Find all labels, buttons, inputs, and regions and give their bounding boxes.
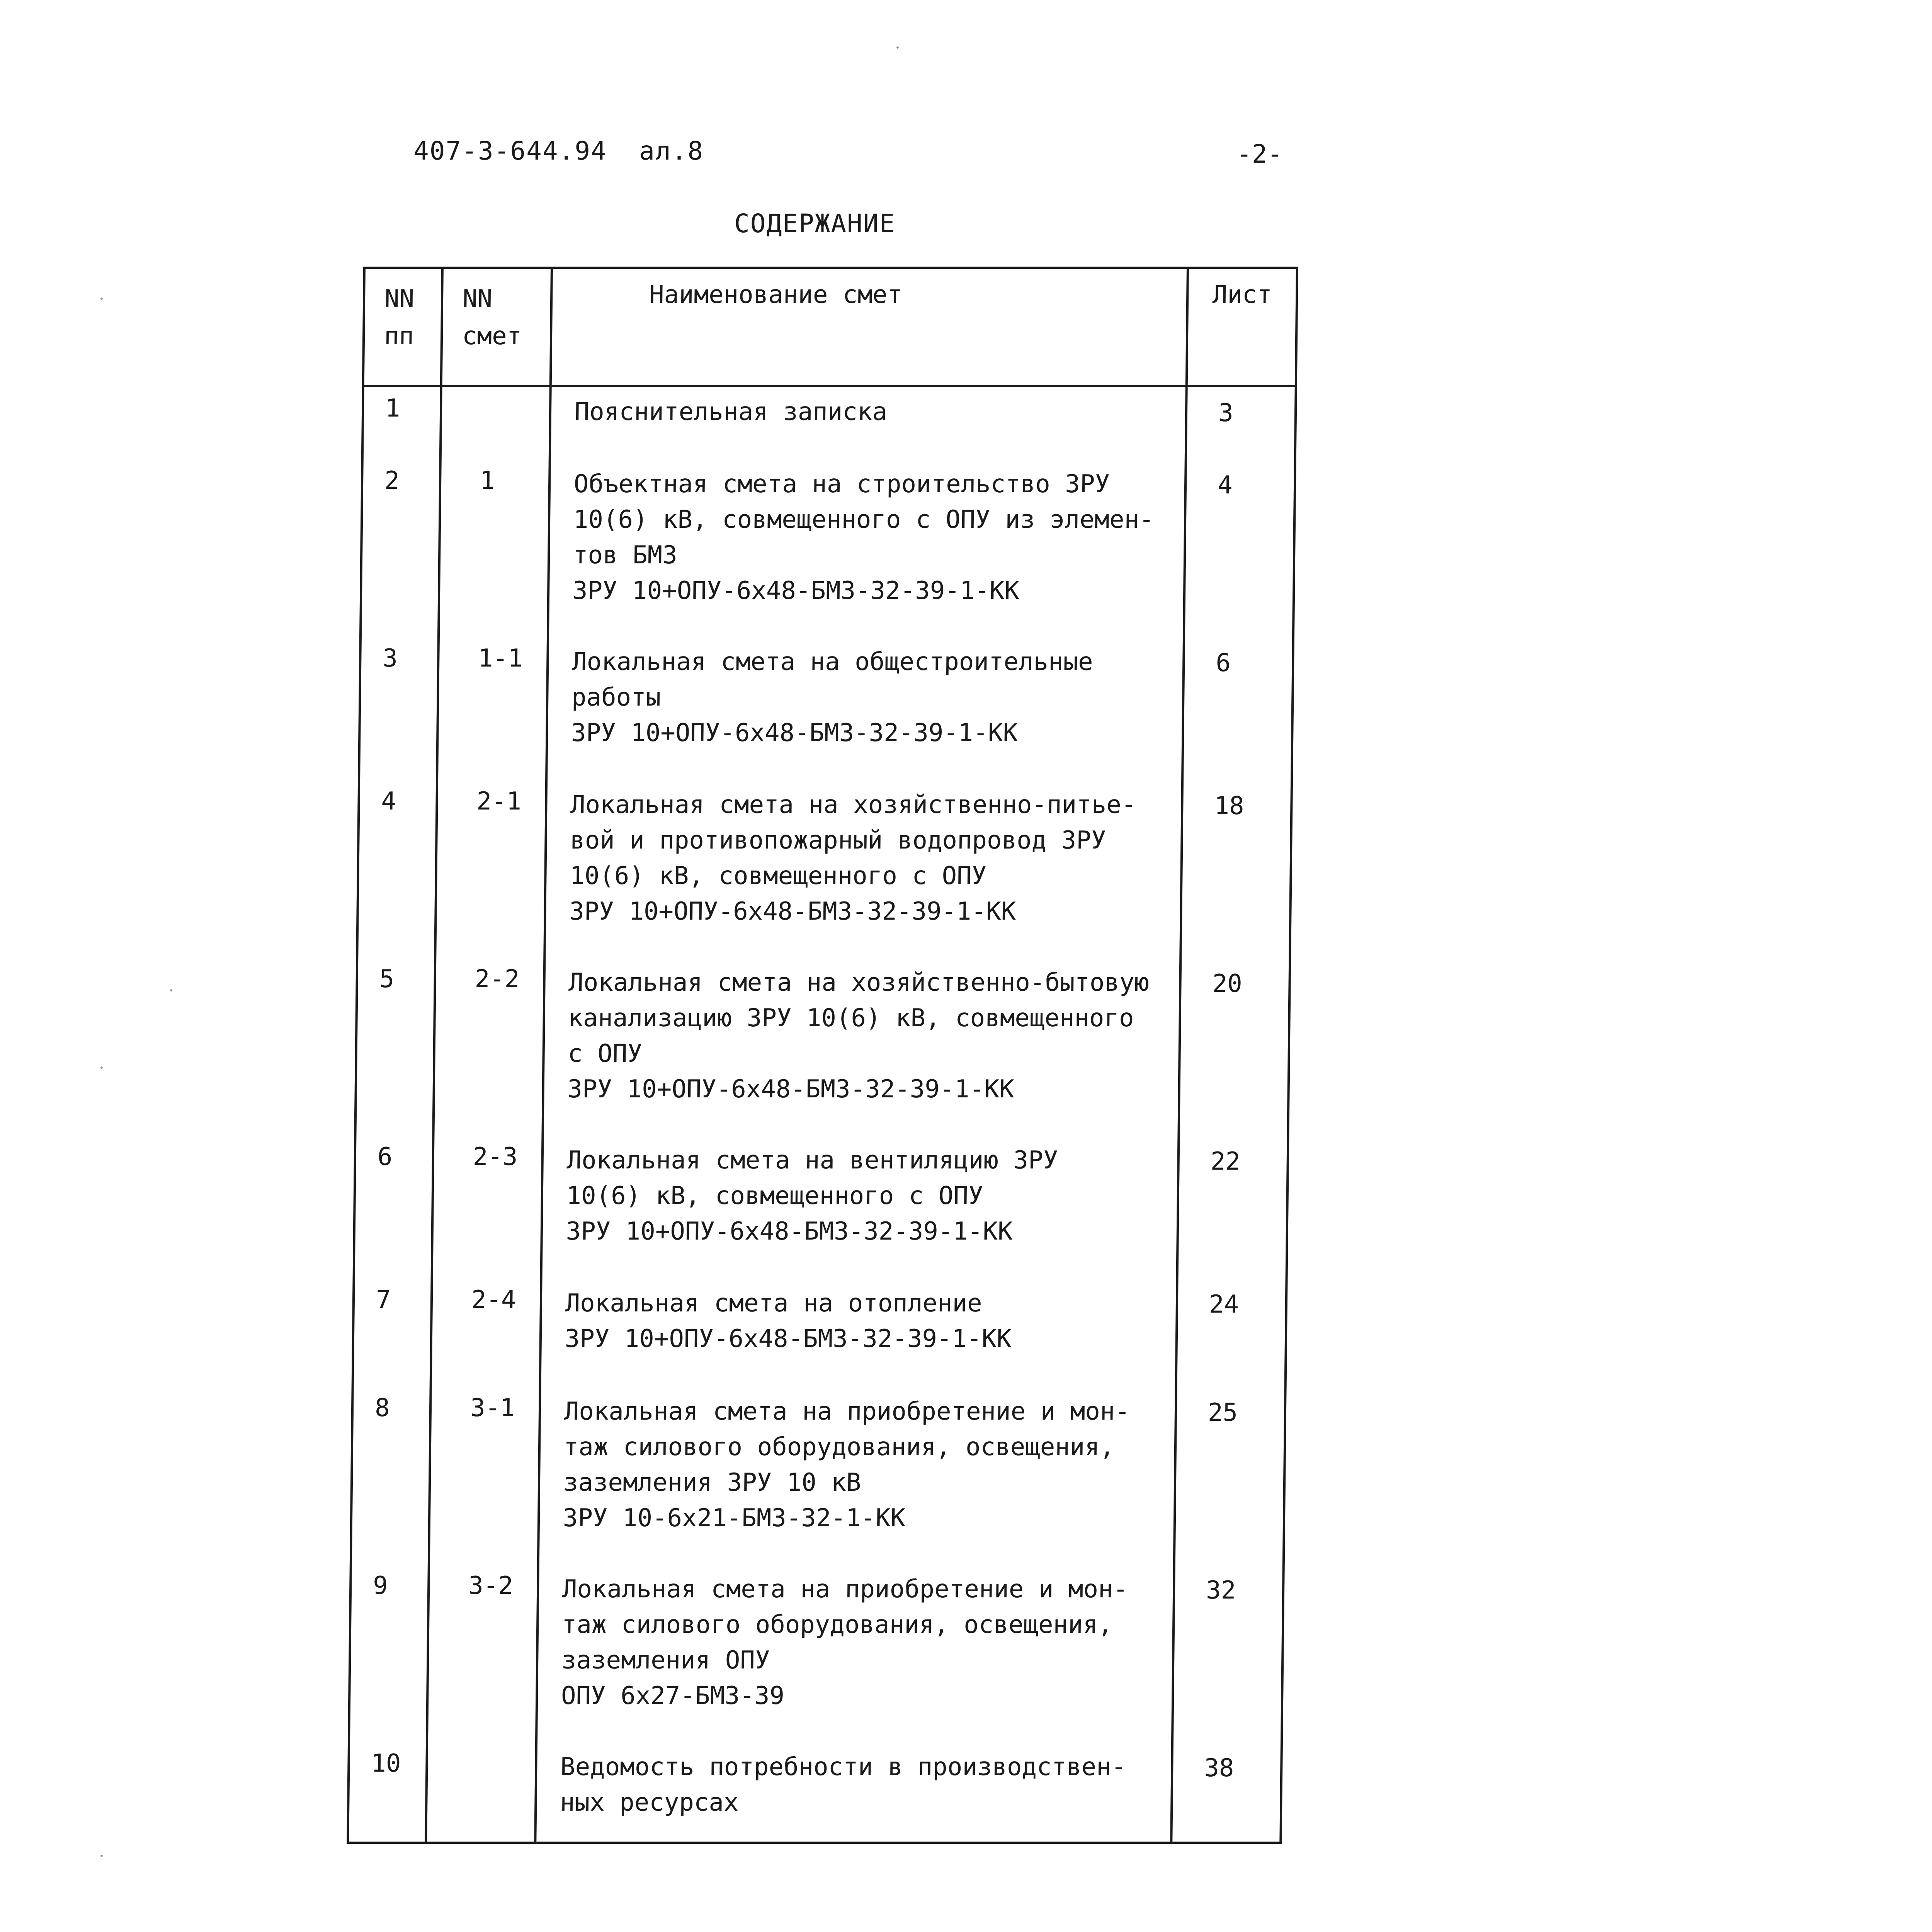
estimate-name-line: 10(6) кВ, совмещенного с ОПУ: [569, 862, 987, 890]
estimate-number: 3-2: [427, 1565, 538, 1742]
row-number: 1: [362, 386, 441, 459]
table-header-row: [363, 268, 1297, 386]
page-title: СОДЕРЖАНИЕ: [734, 209, 896, 238]
sheet-number: 25: [1174, 1387, 1286, 1565]
estimate-name-line: таж силового оборудования, освещения,: [561, 1611, 1113, 1639]
document-code: 407-3-644.94 ал.8: [413, 136, 704, 166]
sheet-number: 6: [1182, 637, 1293, 780]
estimate-number: 2-1: [435, 780, 546, 958]
table-row: [361, 459, 1295, 637]
estimate-name-line: Локальная смета на вентиляцию ЗРУ: [566, 1146, 1058, 1175]
estimate-name-line: Локальная смета на отопление: [565, 1289, 982, 1318]
estimate-name: [541, 1136, 1179, 1279]
table-row: [355, 958, 1290, 1136]
estimate-name: [538, 1387, 1176, 1565]
estimate-name: [544, 780, 1182, 958]
table-row: [351, 1387, 1286, 1565]
column-header-estimate-number: NN смет: [441, 268, 552, 386]
row-number: 9: [349, 1565, 429, 1742]
scan-speck: [100, 1855, 103, 1857]
estimate-name-line: Объектная смета на строительство ЗРУ: [573, 470, 1110, 498]
sheet-number: 38: [1171, 1742, 1282, 1843]
estimate-name-line: 10(6) кВ, совмещенного с ОПУ: [566, 1182, 983, 1210]
estimate-name-line: ЗРУ 10+ОПУ-6х48-БМЗ-32-39-1-КК: [567, 1075, 1014, 1104]
estimate-name-line: Локальная смета на приобретение и мон-: [564, 1397, 1130, 1426]
estimate-name-line: Локальная смета на хозяйственно-питье-: [570, 791, 1136, 819]
estimate-name-line: заземления ОПУ: [561, 1646, 770, 1675]
estimate-name: [536, 1565, 1174, 1742]
estimate-number: 3-1: [429, 1387, 540, 1565]
sheet-number: 20: [1179, 958, 1290, 1136]
estimate-number: 2-4: [431, 1279, 541, 1387]
table-row: [362, 386, 1296, 459]
estimate-name-line: ЗРУ 10+ОПУ-6х48-БМЗ-32-39-1-КК: [565, 1325, 1012, 1353]
estimate-name: [546, 637, 1184, 780]
scan-speck: [896, 46, 899, 49]
estimate-name-line: заземления ЗРУ 10 кВ: [563, 1468, 861, 1497]
row-number: 10: [348, 1742, 427, 1843]
row-number: 4: [357, 780, 437, 958]
table-row: [354, 1136, 1288, 1279]
estimate-name-line: ЗРУ 10+ОПУ-6х48-БМЗ-32-39-1-КК: [572, 577, 1020, 605]
row-number: 7: [353, 1279, 432, 1387]
estimate-name-line: Локальная смета на хозяйственно-бытовую: [568, 968, 1150, 997]
estimate-name-line: вой и противопожарный водопровод ЗРУ: [570, 826, 1106, 855]
column-header-sheet: Лист: [1187, 268, 1297, 386]
sheet-number: 22: [1177, 1136, 1288, 1279]
estimate-number: 2-3: [432, 1136, 543, 1279]
contents-table: [347, 267, 1298, 1844]
estimate-name: [550, 386, 1187, 459]
estimate-name: [540, 1279, 1177, 1387]
estimate-name-line: 10(6) кВ, совмещенного с ОПУ из элемен-: [573, 505, 1155, 534]
row-number: 6: [354, 1136, 434, 1279]
estimate-number: [440, 386, 551, 459]
estimate-name-line: Локальная смета на приобретение и мон-: [562, 1575, 1128, 1604]
estimate-name-line: ЗРУ 10+ОПУ-6х48-БМЗ-32-39-1-КК: [569, 897, 1016, 926]
table-body: [348, 386, 1296, 1843]
scan-speck: [100, 298, 103, 300]
sheet-number: 24: [1176, 1279, 1287, 1387]
row-number: 2: [361, 459, 440, 637]
table-row: [357, 780, 1292, 958]
row-number: 8: [351, 1387, 431, 1565]
estimate-name: [548, 459, 1186, 637]
table-row: [353, 1279, 1287, 1387]
estimate-name-line: тов БМЗ: [573, 541, 678, 570]
scan-speck: [100, 1066, 103, 1069]
sheet-number: 18: [1180, 780, 1292, 958]
estimate-name-line: ных ресурсах: [560, 1788, 739, 1817]
estimate-name-line: ЗРУ 10-6х21-БМЗ-32-1-КК: [563, 1504, 906, 1532]
estimate-name-line: работы: [571, 683, 661, 712]
estimate-name-line: канализацию ЗРУ 10(6) кВ, совмещенного: [568, 1004, 1134, 1032]
page-number: -2-: [1236, 139, 1283, 169]
sheet-number: 4: [1184, 459, 1295, 637]
estimate-number: 1: [439, 459, 550, 637]
row-number: 5: [355, 958, 435, 1136]
estimate-name: [535, 1742, 1172, 1843]
estimate-name-line: ОПУ 6х27-БМЗ-39: [561, 1682, 785, 1710]
table-row: [359, 637, 1293, 780]
estimate-name-line: с ОПУ: [568, 1039, 643, 1068]
estimate-name-line: ЗРУ 10+ОПУ-6х48-БМЗ-32-39-1-КК: [566, 1217, 1013, 1246]
table-row: [349, 1565, 1284, 1742]
estimate-name: [543, 958, 1180, 1136]
column-header-estimate-name: Наименование смет: [551, 268, 1188, 386]
estimate-name-line: таж силового оборудования, освещения,: [563, 1433, 1115, 1461]
estimate-name-line: ЗРУ 10+ОПУ-6х48-БМЗ-32-39-1-КК: [571, 719, 1018, 747]
sheet-number: 32: [1172, 1565, 1284, 1742]
estimate-number: 2-2: [433, 958, 544, 1136]
estimate-number: [426, 1742, 536, 1843]
estimate-name-line: Пояснительная записка: [574, 398, 888, 426]
estimate-name-line: Локальная смета на общестроительные: [571, 648, 1094, 676]
column-header-number: NN пп: [363, 268, 442, 386]
row-number: 3: [359, 637, 439, 780]
estimate-name-line: Ведомость потребности в производствен-: [560, 1753, 1126, 1781]
table-row: [348, 1742, 1282, 1843]
scan-speck: [170, 989, 172, 992]
sheet-number: 3: [1186, 386, 1296, 459]
estimate-number: 1-1: [437, 637, 548, 780]
